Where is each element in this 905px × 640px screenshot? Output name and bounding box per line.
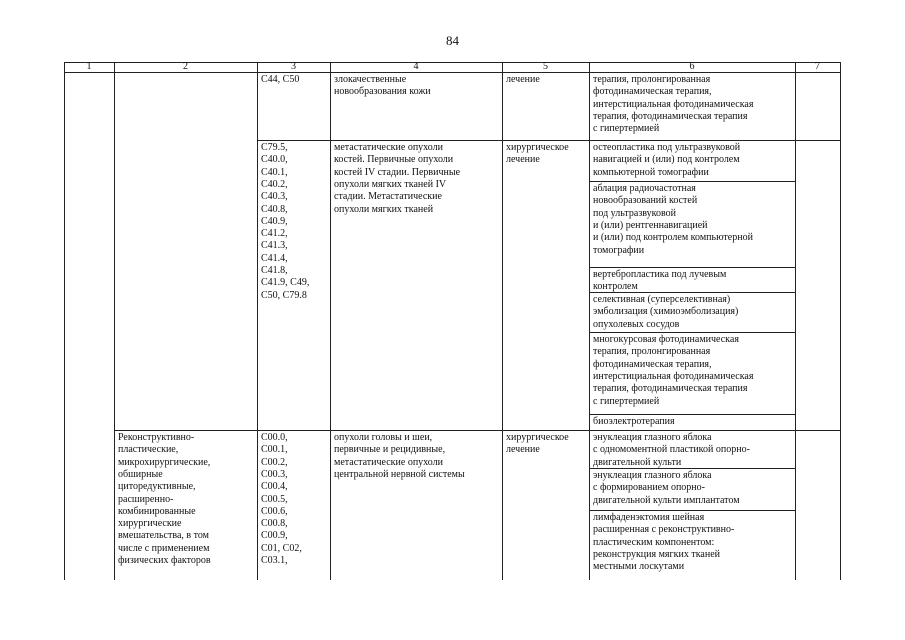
column-header-2: 2 [183, 61, 188, 72]
disease-model: метастатические опухоли [334, 142, 444, 153]
treatment-method: фотодинамическая терапия, [593, 358, 712, 370]
treatment-method: энуклеация глазного яблока [593, 470, 712, 481]
intervention-type: расширенно- [118, 493, 174, 505]
block-border [114, 430, 841, 431]
intervention-type: циторедуктивные, [118, 481, 196, 493]
intervention-type: физических факторов [118, 555, 211, 566]
column-header-5: 5 [543, 61, 548, 72]
treatment-method: энуклеация глазного яблока [593, 432, 712, 443]
diagnosis-codes: C00.0, [261, 432, 288, 443]
treatment-method: интерстициальная фотодинамическая [593, 98, 754, 110]
treatment-method: с гипертермией [593, 395, 660, 407]
treatment-method: остеопластика под ультразвуковой [593, 142, 741, 153]
diagnosis-codes: C00.1, [261, 444, 288, 456]
intervention-type: обширные [118, 468, 163, 480]
treatment-method: двигательной культи имплантатом [593, 494, 740, 506]
treatment-type: лечение [506, 444, 540, 456]
diagnosis-codes: C01, C02, [261, 542, 302, 554]
column-header-4: 4 [413, 61, 419, 72]
treatment-method: местными лоскутами [593, 561, 685, 573]
diagnosis-codes: C41.2, [261, 228, 288, 240]
disease-model: первичные и рецидивные, [334, 444, 446, 456]
intervention-type: пластические, [118, 444, 179, 456]
treatment-method: терапия, фотодинамическая терапия [593, 383, 748, 395]
treatment-method: аблация радиочастотная [593, 183, 696, 194]
treatment-method: селективная (суперселективная) [593, 294, 731, 305]
treatment-method: двигательной культи [593, 456, 682, 468]
treatment-method: с гипертермией [593, 123, 660, 135]
diagnosis-codes: C00.6, [261, 505, 288, 517]
method-border [589, 181, 796, 182]
column-header-6: 6 [689, 61, 695, 72]
column-header-3: 3 [291, 61, 296, 72]
diagnosis-codes: C00.3, [261, 468, 288, 480]
diagnosis-codes: C03.1, [261, 555, 288, 566]
method-border [589, 332, 796, 333]
treatment-method: и (или) рентгеннавигацией [593, 219, 708, 231]
method-border [589, 510, 796, 511]
treatment-method: навигацией и (или) под контролем [593, 154, 740, 166]
treatment-method: под ультразвуковой [593, 207, 676, 219]
treatment-method: компьютерной томографии [593, 166, 709, 178]
diagnosis-codes: C41.9, C49, [261, 277, 310, 289]
block-border [257, 140, 841, 141]
disease-model: злокачественные [334, 74, 407, 85]
treatment-method: эмболизация (химиоэмболизация) [593, 306, 739, 318]
treatment-method: новообразований костей [593, 195, 698, 207]
diagnosis-codes: C00.4, [261, 481, 288, 493]
treatment-type: лечение [506, 74, 540, 85]
treatment-method: лимфаденэктомия шейная [593, 512, 705, 523]
diagnosis-codes: C41.4, [261, 252, 288, 264]
method-border [589, 267, 796, 268]
diagnosis-codes: C41.8, [261, 265, 288, 276]
method-border [589, 292, 796, 293]
disease-model: центральной нервной системы [334, 468, 465, 480]
method-border [589, 468, 796, 469]
diagnosis-codes: C40.2, [261, 178, 288, 190]
disease-model: опухоли головы и шеи, [334, 432, 433, 443]
treatment-method: фотодинамическая терапия, [593, 86, 712, 98]
intervention-type: числе с применением [118, 542, 210, 554]
diagnosis-codes: C40.0, [261, 154, 288, 166]
disease-model: метастатические опухоли [334, 456, 444, 468]
treatment-method: вертебропластика под лучевым [593, 269, 727, 280]
column-border-0 [64, 62, 65, 580]
disease-model: опухоли мягких тканей [334, 203, 434, 215]
column-header-7: 7 [815, 61, 820, 72]
treatment-method: с формированием опорно- [593, 482, 705, 494]
disease-model: стадии. Метастатические [334, 191, 442, 203]
diagnosis-codes: C40.1, [261, 166, 288, 178]
diagnosis-codes: C50, C79.8 [261, 289, 307, 301]
diagnosis-codes: C40.3, [261, 191, 288, 203]
disease-model: новообразования кожи [334, 86, 431, 98]
column-header-1: 1 [86, 61, 92, 72]
intervention-type: комбинированные [118, 505, 196, 517]
treatment-method: терапия, фотодинамическая терапия [593, 110, 748, 122]
diagnosis-codes: C44, C50 [261, 74, 300, 85]
diagnosis-codes: C41.3, [261, 240, 288, 252]
diagnosis-codes: C00.9, [261, 530, 288, 542]
treatment-method: томографии [593, 244, 645, 256]
treatment-method: терапия, пролонгированная [593, 346, 711, 358]
intervention-type: Реконструктивно- [118, 432, 195, 443]
treatment-method: опухолевых сосудов [593, 318, 680, 330]
treatment-method: терапия, пролонгированная [593, 74, 711, 85]
treatment-method: многокурсовая фотодинамическая [593, 334, 739, 345]
diagnosis-codes: C40.9, [261, 215, 288, 227]
treatment-type: хирургическое [506, 432, 569, 443]
disease-model: опухоли мягких тканей IV [334, 178, 447, 190]
treatment-method: реконструкция мягких тканей [593, 548, 720, 560]
treatment-method: пластическим компонентом: [593, 536, 715, 548]
treatment-type: лечение [506, 154, 540, 166]
treatment-type: хирургическое [506, 142, 569, 153]
column-border-1 [114, 62, 115, 580]
method-border [589, 414, 796, 415]
treatment-method: интерстициальная фотодинамическая [593, 370, 754, 382]
treatment-method: с одномоментной пластикой опорно- [593, 444, 750, 456]
diagnosis-codes: C40.8, [261, 203, 288, 215]
diagnosis-codes: C00.2, [261, 456, 288, 468]
intervention-type: микрохирургические, [118, 456, 211, 468]
diagnosis-codes: C00.8, [261, 518, 288, 530]
disease-model: костей IV стадии. Первичные [334, 166, 461, 178]
diagnosis-codes: C79.5, [261, 142, 288, 153]
intervention-type: хирургические [118, 518, 182, 530]
treatment-method: расширенная с реконструктивно- [593, 524, 735, 536]
disease-model: костей. Первичные опухоли [334, 154, 454, 166]
diagnosis-codes: C00.5, [261, 493, 288, 505]
intervention-type: вмешательства, в том [118, 530, 209, 542]
treatment-method: контролем [593, 281, 638, 293]
treatment-method: биоэлектротерапия [593, 416, 675, 427]
treatment-method: и (или) под контролем компьютерной [593, 232, 753, 244]
page-number: 84 [446, 33, 459, 48]
